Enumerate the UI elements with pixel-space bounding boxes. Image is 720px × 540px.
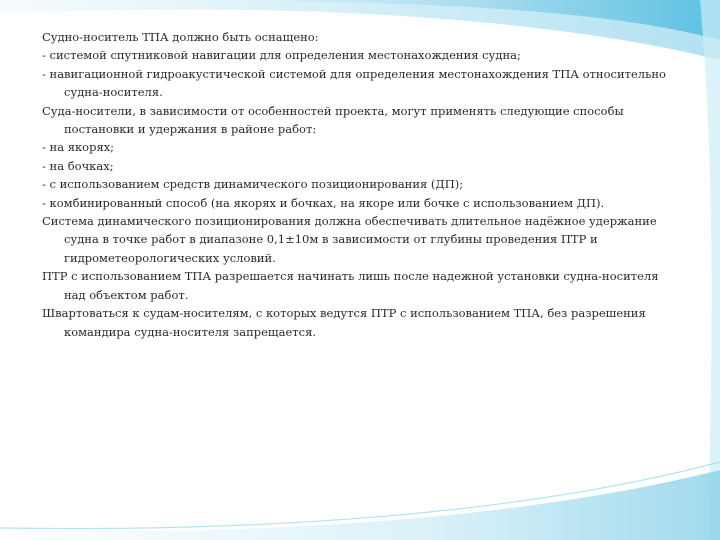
- right-edge-shape: [700, 0, 720, 540]
- bullet-combined-method: - комбинированный способ (на якорях и бочках, на якоре или бочке с использованием ДП).: [42, 195, 605, 210]
- bullet-hydroacoustic-system: - навигационной гидроакустической системой для определения местонахождения ТПА относительно судна-носителя.: [42, 66, 666, 100]
- bottom-swoosh-shape: [0, 470, 720, 540]
- bullet-buoys: - на бочках;: [42, 158, 114, 173]
- bullet-dynamic-positioning: - с использованием средств динамического позиционирования (ДП);: [42, 177, 464, 192]
- bullet-satellite-navigation: - системой спутниковой навигации для определения местонахождения судна;: [42, 48, 521, 63]
- paragraph-requirements-intro: Судно-носитель ТПА должно быть оснащено:: [42, 30, 319, 44]
- paragraph-ptr-start: ПТР с использованием ТПА разрешается начинать лишь после надежной установки судна-носителя над объектом работ.: [42, 269, 659, 302]
- paragraph-dp-system: Система динамического позиционирования должна обеспечивать длительное надёжное удержание судна в точке работ в диапазоне 0,1±10м в зависимости от глубины проведения ПТР и гидрометеорологических условий.: [42, 214, 657, 265]
- paragraph-positioning-methods: Суда-носители, в зависимости от особенностей проекта, могут применять следующие способы постановки и удержания в районе работ:: [42, 103, 624, 137]
- slide-text-body: [42, 28, 682, 341]
- bullet-anchors: - на якорях;: [42, 140, 115, 155]
- paragraph-mooring-prohibition: Швартоваться к судам-носителям, с которых ведутся ПТР с использованием ТПА, без разрешения командира судна-носителя запрещается.: [42, 306, 646, 339]
